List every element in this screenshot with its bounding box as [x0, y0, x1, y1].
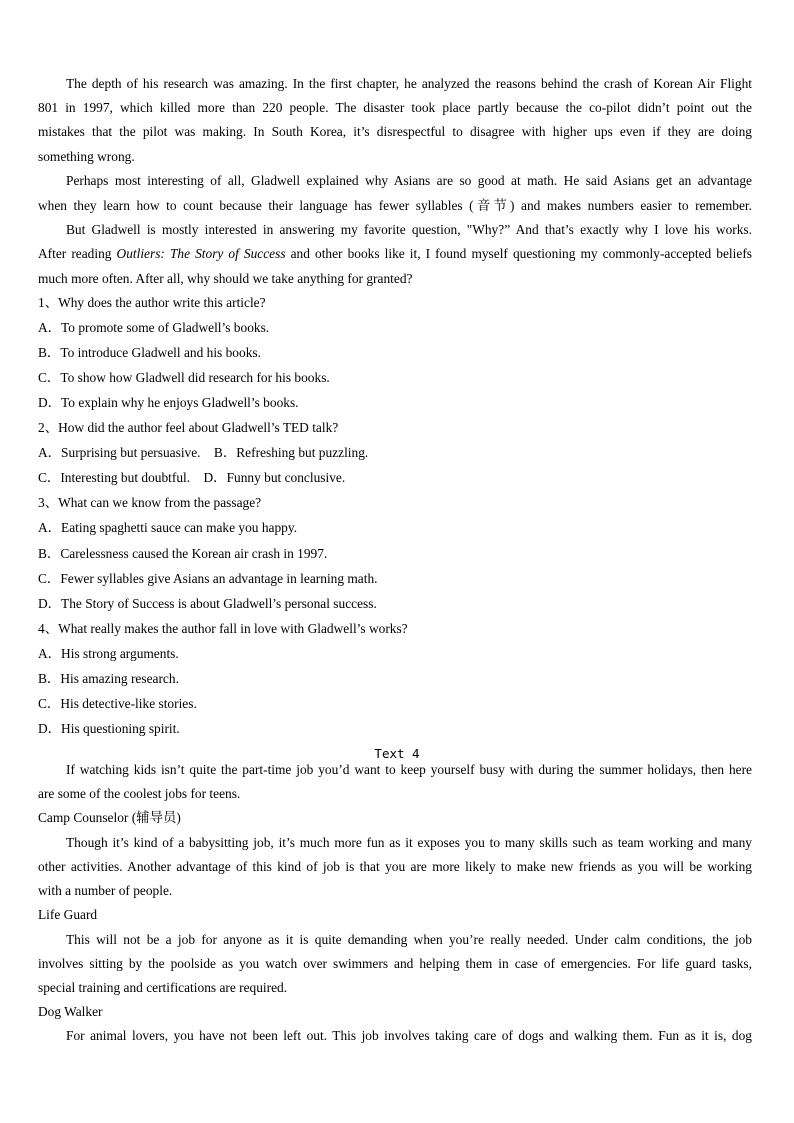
answer-option: C．Interesting but doubtful. D．Funny but conclusive.: [38, 470, 346, 486]
text-line: The depth of his research was amazing. In the first chapter, he analyzed the reasons behind the crash of Korean Air Flight: [66, 76, 752, 91]
answer-option: B．His amazing research.: [38, 670, 179, 686]
answer-option: A．Eating spaghetti sauce can make you happy.: [38, 520, 298, 536]
answer-option: B．Carelessness caused the Korean air crash in 1997.: [38, 545, 328, 561]
answer-option: A．To promote some of Gladwell’s books.: [38, 320, 270, 336]
question-stem: 1、Why does the author write this article?: [38, 295, 266, 310]
text-line: But Gladwell is mostly interested in answering my favorite question, "Why?” And that’s exactly why I love his works.: [66, 222, 752, 237]
answer-option: B．To introduce Gladwell and his books.: [38, 345, 261, 361]
text-line: Perhaps most interesting of all, Gladwell explained why Asians are so good at math. He said Asians get an advantage: [66, 173, 752, 188]
answer-option: C．To show how Gladwell did research for his books.: [38, 370, 330, 386]
job-heading: Camp Counselor (辅导员): [38, 810, 181, 825]
answer-option: D．His questioning spirit.: [38, 720, 180, 736]
question-stem: 2、How did the author feel about Gladwell’s TED talk?: [38, 420, 339, 436]
text-line: other activities. Another advantage of this kind of job is that you are more likely to make new friends as you will be working: [38, 859, 752, 874]
text-line: when they learn how to count because their language has fewer syllables (音节) and makes numbers easier to remember.: [38, 198, 752, 213]
answer-option: D．To explain why he enjoys Gladwell’s books.: [38, 395, 299, 411]
book-title: Outliers: The Story of Success: [116, 246, 286, 261]
text-line: [38, 245, 752, 263]
question-stem: 3、What can we know from the passage?: [38, 495, 262, 511]
text-line: much more often. After all, why should we take anything for granted?: [38, 271, 413, 286]
section-title: Text 4: [374, 746, 420, 761]
text-line: with a number of people.: [38, 883, 173, 898]
answer-option: A．His strong arguments.: [38, 645, 179, 661]
text-line: mistakes that the pilot was making. In South Korea, it’s disrespectful to disagree with higher ups even if they are doing: [38, 124, 752, 139]
answer-option: C．Fewer syllables give Asians an advantage in learning math.: [38, 570, 378, 586]
text-line: If watching kids isn’t quite the part-time job you’d want to keep yourself busy with during the summer holidays, then here: [66, 762, 752, 777]
answer-option: A．Surprising but persuasive. B．Refreshing but puzzling.: [38, 445, 369, 461]
text-line: This will not be a job for anyone as it is quite demanding when you’re really needed. Under calm conditions, the job: [66, 932, 752, 947]
text-line: involves sitting by the poolside as you watch over swimmers and helping them in case of emergencies. For life guard tasks,: [38, 956, 752, 971]
answer-option: D．The Story of Success is about Gladwell’s personal success.: [38, 595, 377, 611]
job-heading: Dog Walker: [38, 1004, 103, 1019]
text-segment: After reading: [38, 246, 117, 261]
job-heading: Life Guard: [38, 907, 98, 922]
text-line: special training and certifications are required.: [38, 980, 288, 995]
text-line: are some of the coolest jobs for teens.: [38, 786, 241, 801]
text-line: Though it’s kind of a babysitting job, it’s much more fun as it exposes you to many skills such as team working and many: [66, 835, 752, 850]
answer-option: C．His detective-like stories.: [38, 695, 197, 711]
text-line: something wrong.: [38, 149, 135, 164]
question-stem: 4、What really makes the author fall in love with Gladwell’s works?: [38, 620, 408, 636]
text-line: For animal lovers, you have not been left out. This job involves taking care of dogs and walking them. Fun as it is, dog: [66, 1028, 752, 1043]
text-segment: and other books like it, I found myself questioning my commonly-accepted beliefs: [285, 246, 752, 261]
text-line: 801 in 1997, which killed more than 220 people. The disaster took place partly because the co-pilot didn’t point out the: [38, 100, 752, 115]
